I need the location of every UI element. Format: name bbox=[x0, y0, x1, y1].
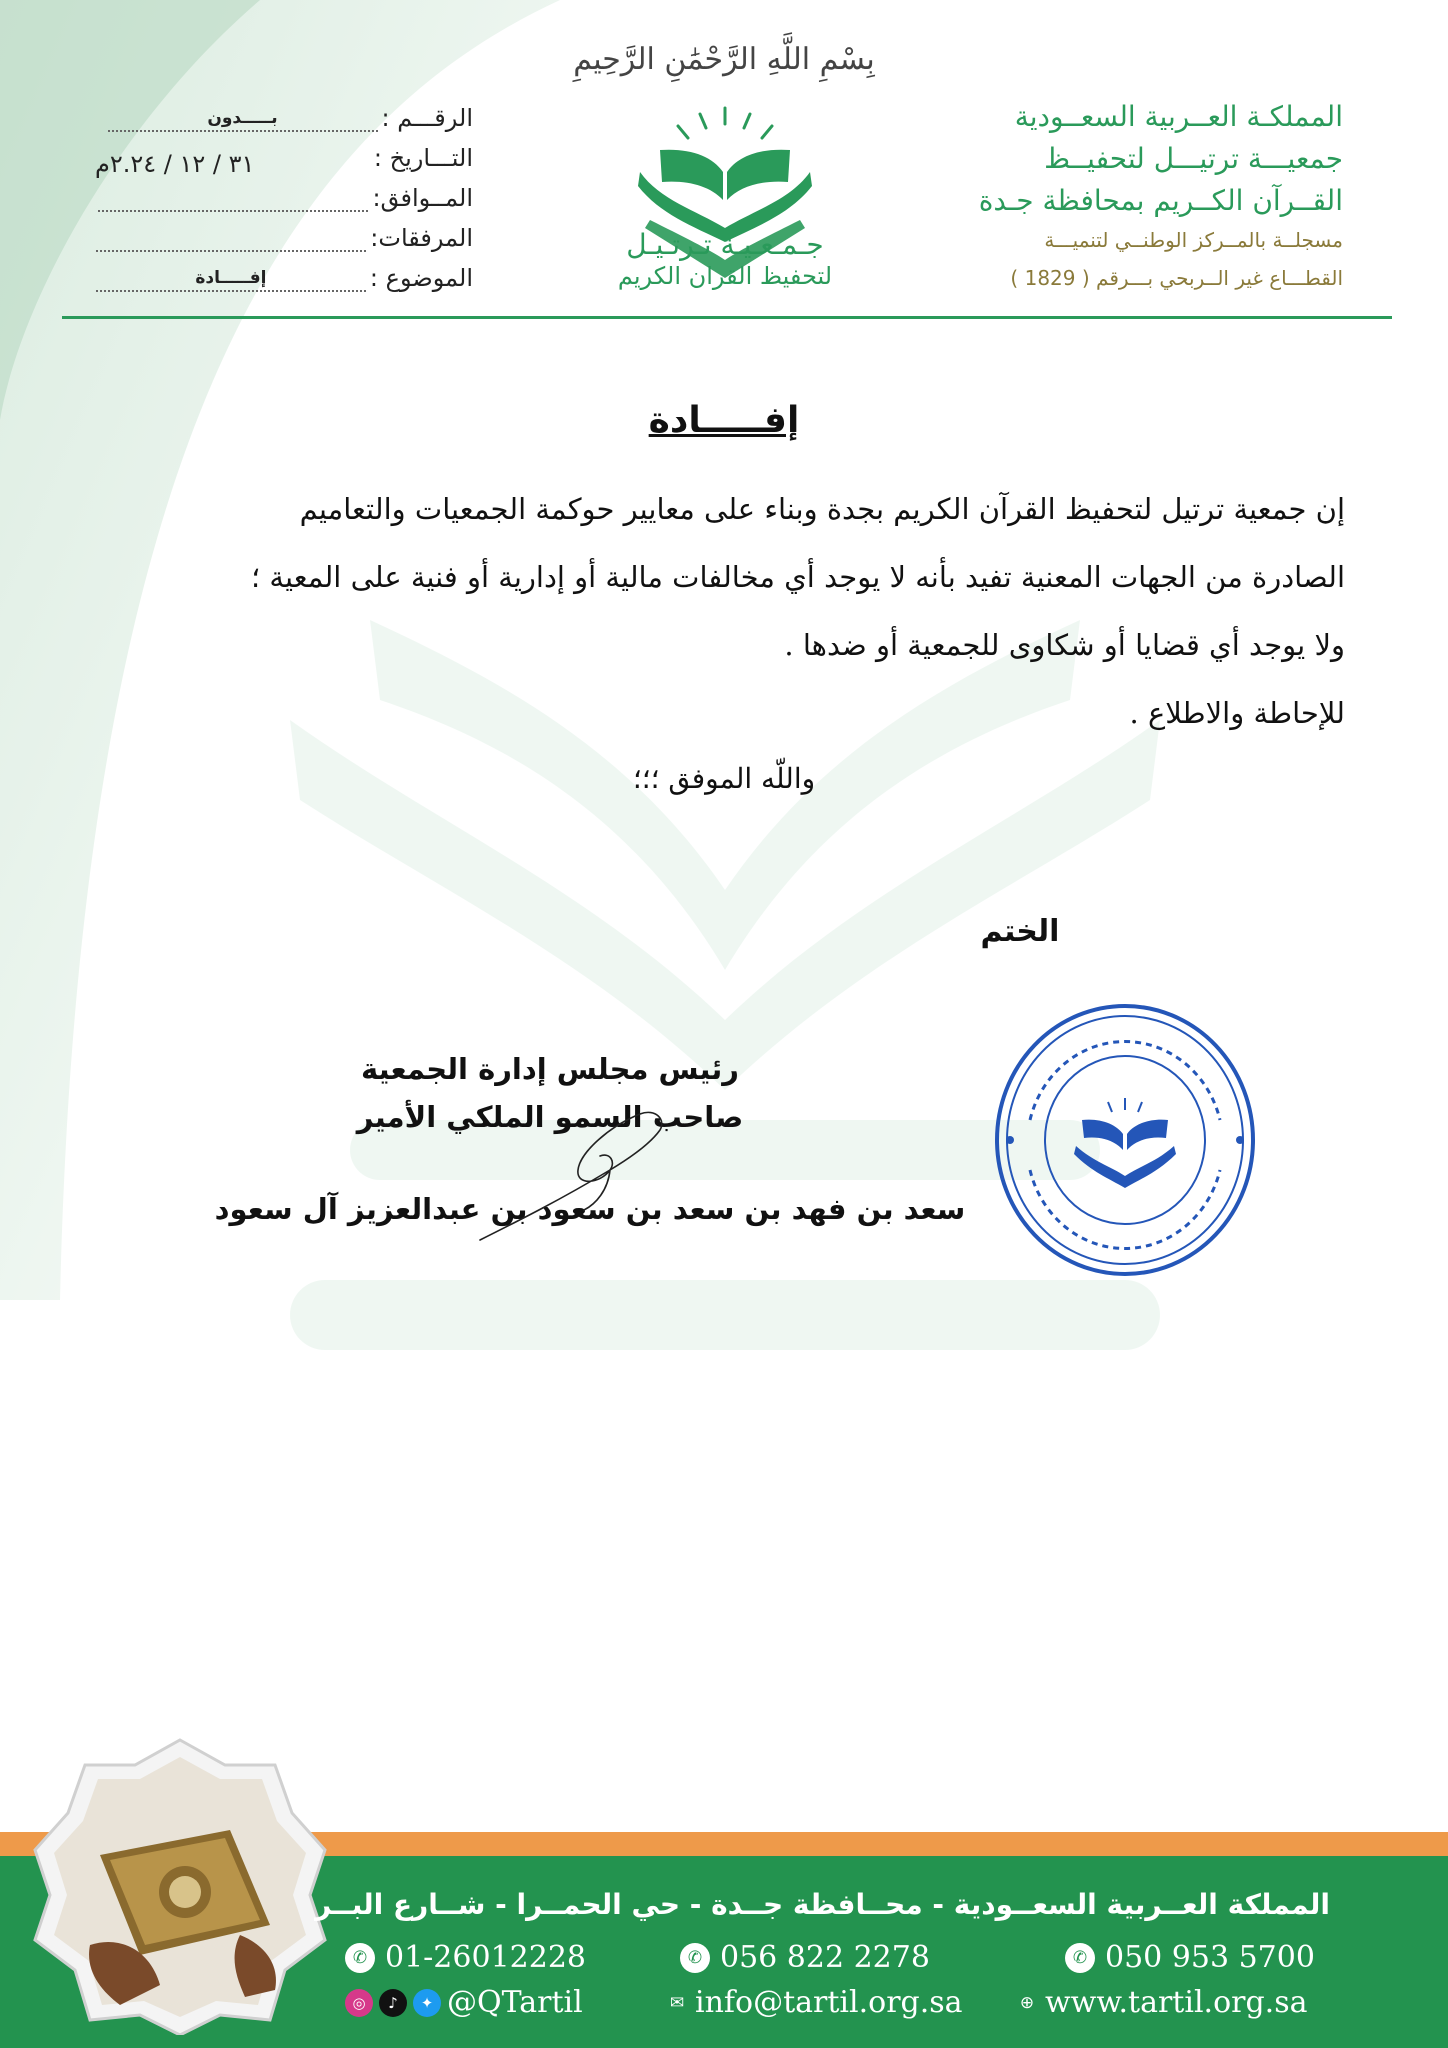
contact-phone-3[interactable] bbox=[1065, 1940, 1315, 1975]
document-title: إفـــــادة bbox=[648, 400, 800, 441]
mail-icon: ✉ bbox=[669, 1992, 685, 2013]
logo-text-line-1: جـمـعـيـة تـرتـيـل bbox=[626, 228, 824, 261]
twitter-icon: ✦ bbox=[413, 1989, 441, 2017]
footer-address: المملكة العــربية السعــودية - محــافظة جــدة - حي الحمــرا - شــارع البــر bbox=[315, 1888, 1330, 1921]
email-text: info@tartil.org.sa bbox=[695, 1985, 963, 2020]
org-registration-line-1: مسجلــة بالمــركز الوطنــي لتنميـــة bbox=[1044, 228, 1343, 252]
org-name-line-2: جمعيـــة ترتيـــل لتحفيــظ bbox=[1044, 142, 1343, 175]
instagram-icon: ◎ bbox=[345, 1989, 373, 2017]
number-value: بـــــدون bbox=[207, 108, 278, 128]
tiktok-icon: ♪ bbox=[379, 1989, 407, 2017]
phone-icon: ✆ bbox=[1065, 1943, 1095, 1973]
subject-value: إفـــــادة bbox=[195, 268, 267, 288]
website-text: www.tartil.org.sa bbox=[1045, 1985, 1308, 2020]
subject-label: الموضوع : bbox=[369, 264, 473, 292]
body-line-2: الصادرة من الجهات المعنية تفيد بأنه لا يوجد أي مخالفات مالية أو إدارية أو فنية على المعية ؛ bbox=[250, 560, 1345, 594]
contact-website[interactable] bbox=[1015, 1985, 1308, 2020]
subject-field bbox=[96, 264, 366, 292]
meta-date-row bbox=[374, 144, 473, 172]
social-handle-text: @QTartil bbox=[447, 1985, 583, 2020]
phone-icon: ✆ bbox=[680, 1943, 710, 1973]
logo-text-line-2: لتحفيظ القران الكريم bbox=[617, 262, 833, 290]
stamp-label: الختم bbox=[980, 914, 1060, 949]
meta-hijri-row bbox=[98, 184, 473, 212]
attachments-field bbox=[96, 224, 366, 252]
quran-reading-photo bbox=[30, 1735, 330, 2035]
handwritten-signature bbox=[460, 1100, 700, 1250]
globe-icon: ⊕ bbox=[1019, 1992, 1035, 2013]
date-value: ٣١ / ١٢ / ٢.٢٤م bbox=[95, 150, 255, 178]
signer-name: سعد بن فهد بن سعد بن سعود بن عبدالعزيز آل سعود bbox=[214, 1192, 966, 1226]
basmala-calligraphy: بِسْمِ اللَّهِ الرَّحْمَٰنِ الرَّحِيمِ bbox=[573, 42, 875, 77]
attachments-label: المرفقات: bbox=[370, 224, 473, 252]
body-line-4: للإحاطة والاطلاع . bbox=[1129, 696, 1345, 730]
number-field bbox=[108, 104, 378, 132]
meta-number-row bbox=[108, 104, 473, 132]
body-line-1: إن جمعية ترتيل لتحفيظ القرآن الكريم بجدة وبناء على معايير حوكمة الجمعيات والتعاميم bbox=[299, 492, 1345, 526]
signer-title-line-1: رئيس مجلس إدارة الجمعية bbox=[361, 1052, 739, 1086]
signer-title-line-2: صاحب السمو الملكي الأمير bbox=[356, 1100, 744, 1134]
meta-subject-row bbox=[96, 264, 473, 292]
phone-3-text: 050 953 5700 bbox=[1105, 1940, 1315, 1975]
org-name-line-1: المملكـة العــربية السعــودية bbox=[1014, 100, 1343, 133]
body-line-3: ولا يوجد أي قضايا أو شكاوى للجمعية أو ضدها . bbox=[784, 628, 1345, 662]
contact-email[interactable] bbox=[665, 1985, 963, 2020]
hijri-date-label: المــوافق: bbox=[372, 184, 473, 212]
date-label: التـــاريخ : bbox=[373, 144, 473, 172]
number-label: الرقـــم : bbox=[381, 104, 473, 132]
phone-1-text: 01-26012228 bbox=[385, 1940, 587, 1975]
phone-2-text: 056 822 2278 bbox=[720, 1940, 930, 1975]
org-name-line-3: القــرآن الكــريم بمحافظة جـدة bbox=[978, 184, 1343, 217]
social-handle[interactable] bbox=[345, 1985, 583, 2020]
contact-phone-2[interactable] bbox=[680, 1940, 930, 1975]
closing-phrase: واللّه الموفق ؛؛؛ bbox=[632, 762, 816, 795]
org-registration-line-2: القطـــاع غير الــربحي بـــرقم ( 1829 ) bbox=[1010, 266, 1343, 290]
contact-phone-1[interactable] bbox=[345, 1940, 586, 1975]
official-stamp bbox=[990, 1000, 1260, 1280]
meta-attachments-row bbox=[96, 224, 473, 252]
hijri-date-field bbox=[98, 184, 368, 212]
header-divider bbox=[62, 316, 1392, 319]
phone-icon: ✆ bbox=[345, 1943, 375, 1973]
